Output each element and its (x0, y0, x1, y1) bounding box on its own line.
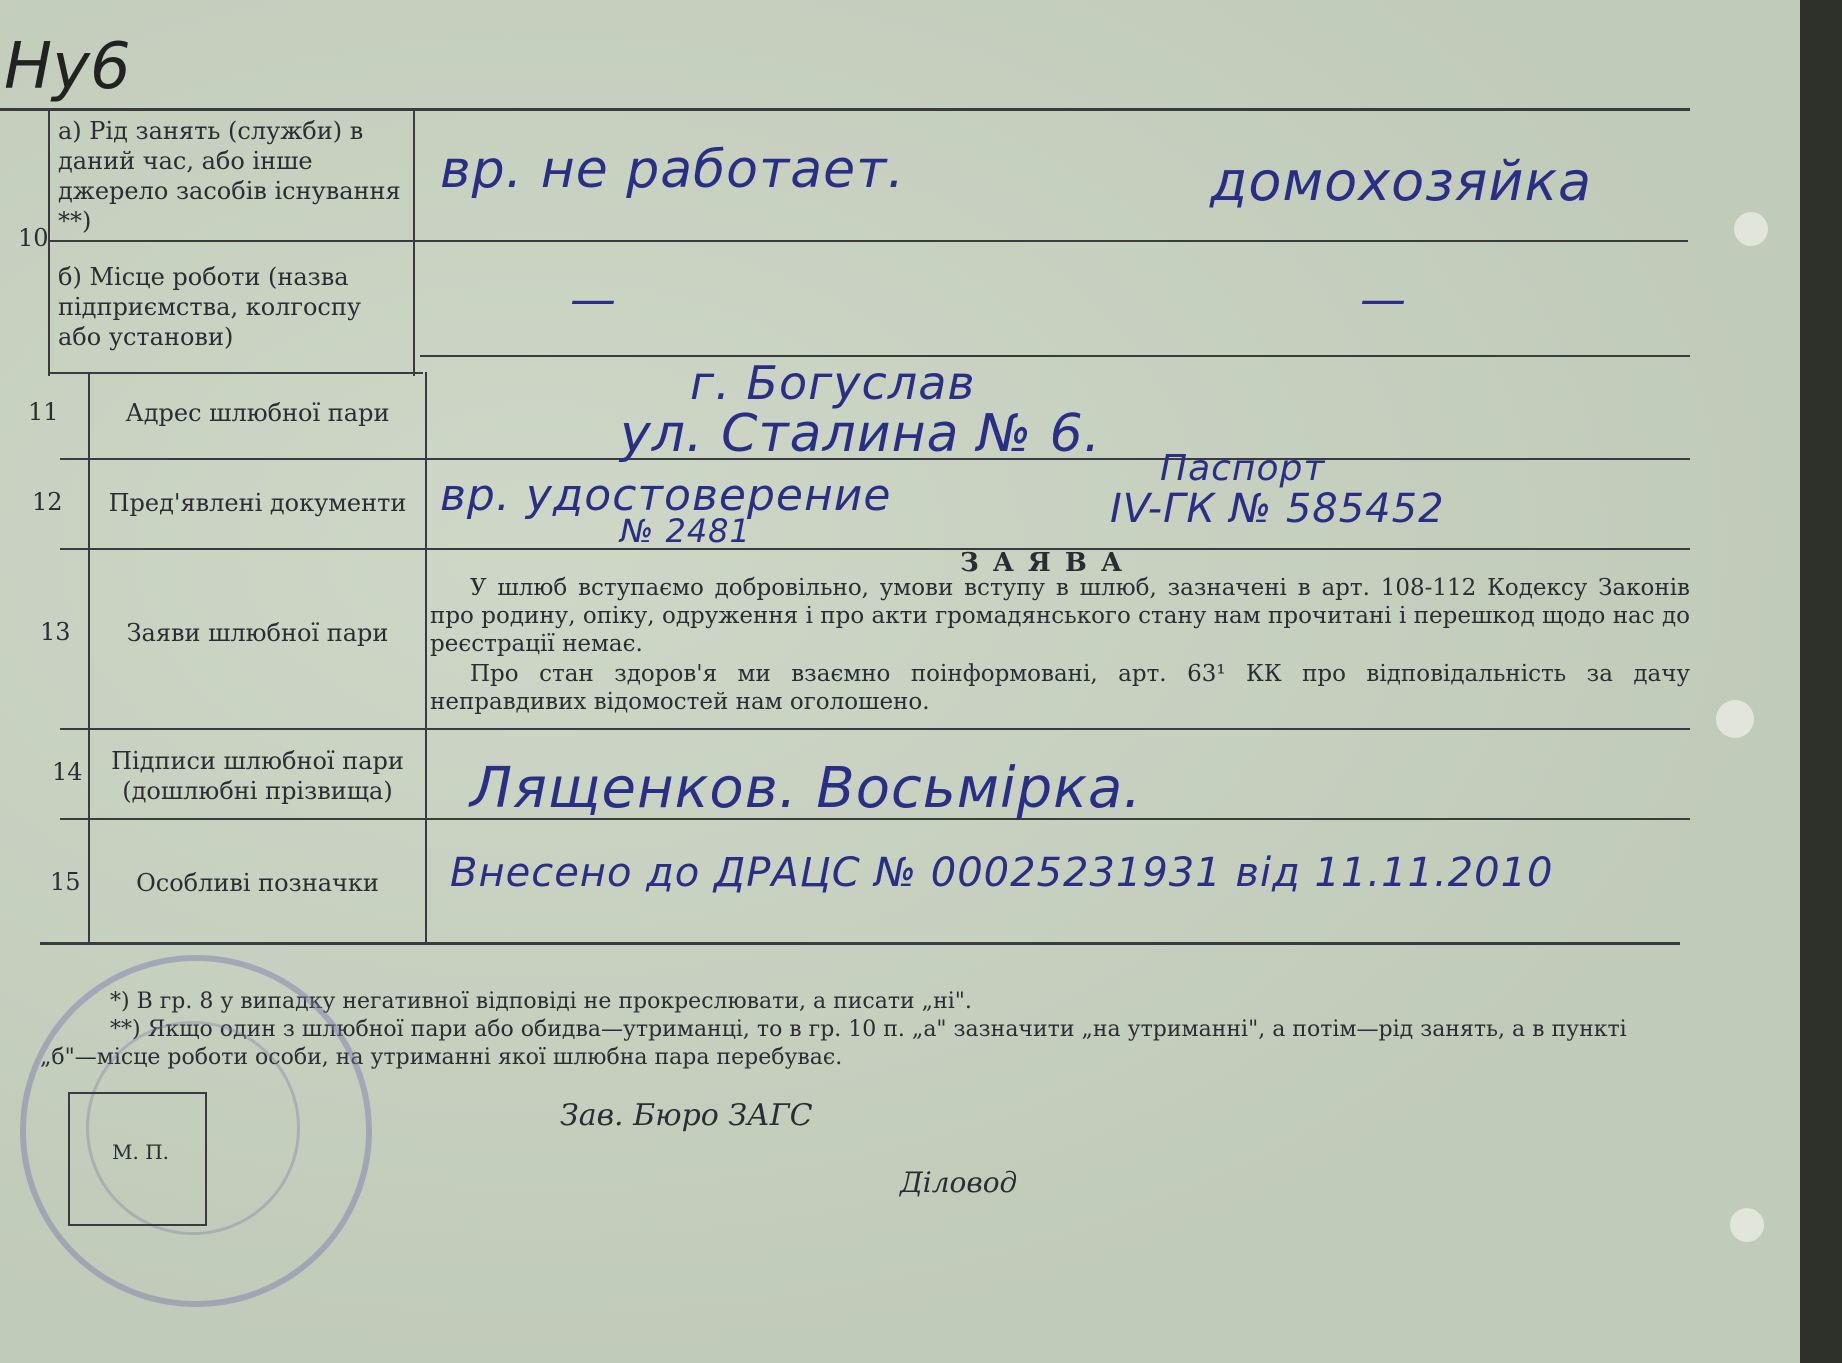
value-documents-left-number: № 2481 (620, 512, 751, 550)
row-number-11: 11 (28, 398, 59, 426)
label-signatures: Підписи шлюбної пари (дошлюбні прізвища) (111, 747, 404, 805)
value-occupation-right: домохозяйка (1210, 150, 1593, 213)
row-number-12: 12 (32, 488, 63, 516)
statement-paragraph-2: Про стан здоров'я ми взаємно поінформовані, арт. 63¹ КК про відповідальність за дачу неправдивих відомостей нам оголошено. (430, 661, 1690, 715)
label-special-notes: Особливі позначки (136, 869, 379, 897)
row-number-10: 10 (18, 224, 49, 252)
value-documents-right: IV-ГК № 585452 (1110, 486, 1445, 532)
clerk-label: Діловод (900, 1166, 1018, 1199)
scan-edge (1800, 0, 1842, 1363)
label-workplace: б) Місце роботи (назва підприємства, колгоспу або установи) (58, 263, 361, 351)
vrule-num (88, 372, 90, 942)
rule-13 (60, 728, 1690, 730)
rule-12 (60, 548, 1690, 550)
value-special-notes: Внесено до ДРАЦС № 00025231931 від 11.11.2010 (450, 850, 1554, 896)
rule-bottom (40, 942, 1680, 945)
head-of-registry-label: Зав. Бюро ЗАГС (560, 1098, 813, 1133)
row-number-13: 13 (40, 618, 71, 646)
value-workplace-left: — (570, 272, 617, 326)
footnote-2: **) Якщо один з шлюбної пари або обидва—утриманці, то в гр. 10 п. „а" зазначити „на утриманні", а потім—рід занять, а в пункті „б"—місце роботи особи, на утриманні якої шлюбна пара перебуває. (40, 1017, 1627, 1070)
archive-number: Ну6 (4, 30, 131, 104)
label-documents: Пред'явлені документи (108, 489, 407, 517)
statement-title: ЗАЯВА (960, 548, 1137, 578)
binding-hole (1734, 212, 1768, 246)
value-documents-left: вр. удостоверение (440, 470, 892, 521)
row-number-15: 15 (50, 868, 81, 896)
binding-hole (1730, 1208, 1764, 1242)
vrule-label (425, 372, 427, 942)
label-statements: Заяви шлюбної пари (126, 619, 389, 647)
value-occupation-left: вр. не работает. (440, 140, 905, 200)
statement-paragraph-1: У шлюб вступаємо добровільно, умови вступу в шлюб, зазначені в арт. 108-112 Кодексу Законів про родину, опіку, одруження і про акти громадянського стану нам прочитані і перешкод щодо нас до реєстрації немає. (430, 575, 1690, 657)
footnote-1: *) В гр. 8 у випадку негативної відповіді не прокреслювати, а писати „ні". (110, 989, 972, 1014)
rule-10a (48, 240, 1688, 242)
value-documents-right-label: Паспорт (1160, 448, 1326, 489)
value-address-line1: г. Богуслав (690, 356, 976, 410)
vrule-label-10 (413, 108, 415, 376)
row-number-14: 14 (52, 758, 83, 786)
seal-label: М. П. (112, 1140, 169, 1164)
rule-10b-left (48, 372, 423, 374)
value-address-line2: ул. Сталина № 6. (620, 404, 1102, 464)
label-address: Адрес шлюбної пари (125, 399, 390, 427)
label-occupation: а) Рід занять (служби) в даний час, або інше джерело засобів існування **) (58, 117, 401, 235)
rule-top (0, 108, 1690, 111)
rule-10b (420, 355, 1690, 357)
value-signatures: Лященков. Восьмірка. (470, 756, 1143, 821)
binding-hole (1716, 700, 1754, 738)
value-workplace-right: — (1360, 272, 1407, 326)
